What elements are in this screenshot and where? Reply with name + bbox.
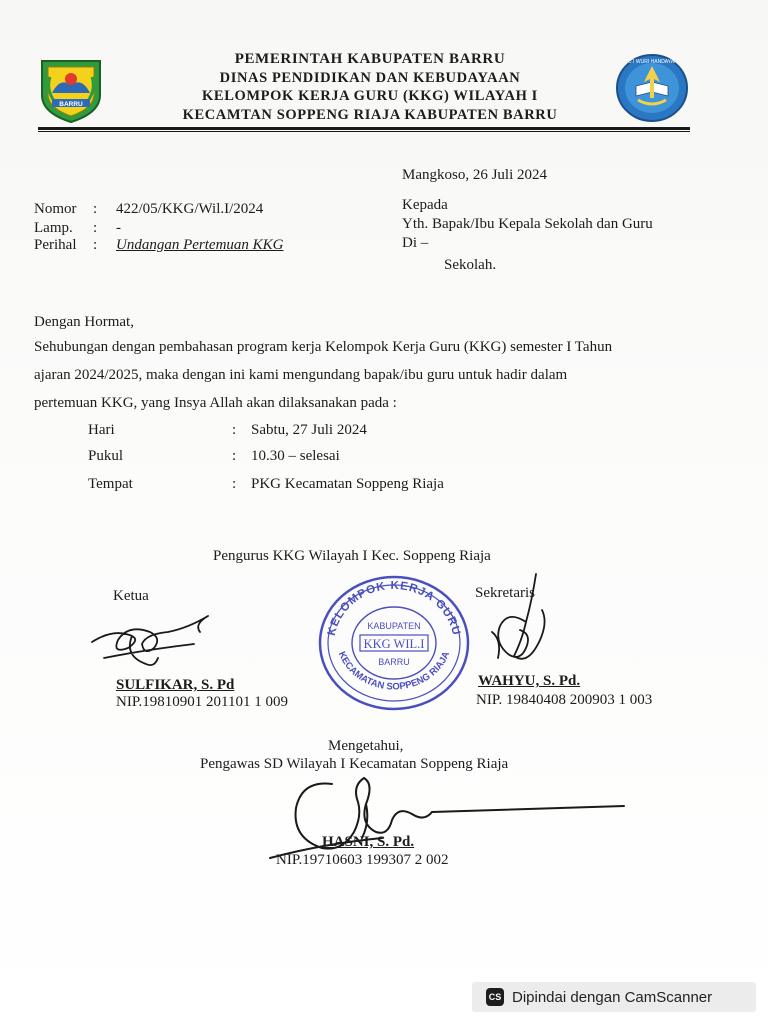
letterhead-line-2: DINAS PENDIDIKAN DAN KEBUDAYAAN xyxy=(219,69,521,86)
svg-text:KABUPATEN: KABUPATEN xyxy=(367,621,421,631)
tut-wuri-handayani-logo xyxy=(614,52,690,124)
camscanner-watermark xyxy=(472,982,756,1012)
perihal-label: Perihal xyxy=(34,237,77,253)
letterhead-line-1: PEMERINTAH KABUPATEN BARRU xyxy=(234,51,506,67)
recipient-place-2: Sekolah. xyxy=(444,257,497,273)
recipient: Yth. Bapak/Ibu Kepala Sekolah dan Guru xyxy=(402,216,653,232)
ketua-nip: NIP.19810901 201101 1 009 xyxy=(116,694,288,710)
camscanner-icon: CS xyxy=(486,988,504,1006)
ketua-name: SULFIKAR, S. Pd xyxy=(116,677,235,693)
hari-colon: : xyxy=(232,422,237,438)
body-line-2: ajaran 2024/2025, maka dengan ini kami mengundang bapak/ibu guru untuk hadir dalam xyxy=(34,367,568,383)
body-line-1: Sehubungan dengan pembahasan program kerja Kelompok Kerja Guru (KKG) semester I Tahun xyxy=(34,339,613,355)
greeting: Dengan Hormat, xyxy=(34,314,134,330)
pengawas-name: HASNI, S. Pd. xyxy=(322,834,415,850)
pukul-label: Pukul xyxy=(88,448,124,464)
sekretaris-name: WAHYU, S. Pd. xyxy=(478,673,581,689)
recipient-intro: Kepada xyxy=(402,197,448,213)
recipient-place: Di – xyxy=(402,235,429,251)
svg-text:BARRU: BARRU xyxy=(59,101,83,108)
letterhead-rule xyxy=(38,127,690,130)
pengawas-title: Pengawas SD Wilayah I Kecamatan Soppeng Riaja xyxy=(200,756,509,772)
ketua-signature xyxy=(84,602,224,676)
sekretaris-signature xyxy=(478,570,568,680)
lamp-colon: : xyxy=(93,220,98,236)
body-paragraph xyxy=(34,333,689,417)
kkg-official-stamp xyxy=(316,573,472,711)
letterhead-line-3: KELOMPOK KERJA GURU (KKG) WILAYAH I xyxy=(202,88,538,104)
svg-text:BARRU: BARRU xyxy=(378,657,410,667)
letterhead xyxy=(120,50,620,124)
tempat-label: Tempat xyxy=(88,476,133,492)
hari-label: Hari xyxy=(88,422,115,438)
perihal-value: Undangan Pertemuan KKG xyxy=(116,237,284,253)
pukul-value: 10.30 – selesai xyxy=(251,448,340,464)
tempat-value: PKG Kecamatan Soppeng Riaja xyxy=(251,476,444,492)
sekretaris-nip: NIP. 19840408 200903 1 003 xyxy=(476,692,653,708)
pukul-colon: : xyxy=(232,448,237,464)
letter-date: Mangkoso, 26 Juli 2024 xyxy=(402,167,548,183)
lamp-label: Lamp. xyxy=(34,220,73,236)
camscanner-text: Dipindai dengan CamScanner xyxy=(512,988,713,1006)
hari-value: Sabtu, 27 Juli 2024 xyxy=(251,422,367,438)
svg-text:TUT WURI HANDAYANI: TUT WURI HANDAYANI xyxy=(624,59,680,65)
nomor-value: 422/05/KKG/Wil.I/2024 xyxy=(116,201,264,217)
letterhead-rule-thin xyxy=(38,131,690,132)
barru-emblem-logo xyxy=(34,55,108,125)
acknowledged-label: Mengetahui, xyxy=(328,738,404,754)
nomor-colon: : xyxy=(93,201,98,217)
nomor-label: Nomor xyxy=(34,201,77,217)
pengawas-nip: NIP.19710603 199307 2 002 xyxy=(276,852,449,868)
lamp-value: - xyxy=(116,220,121,236)
svg-text:KELOMPOK KERJA GURU: KELOMPOK KERJA GURU xyxy=(325,579,463,638)
committee-title: Pengurus KKG Wilayah I Kec. Soppeng Riaja xyxy=(213,548,491,564)
svg-text:KKG WIL.I: KKG WIL.I xyxy=(363,637,425,651)
tempat-colon: : xyxy=(232,476,237,492)
sekretaris-title: Sekretaris xyxy=(475,585,535,601)
body-line-3: pertemuan KKG, yang Insya Allah akan dilaksanakan pada : xyxy=(34,395,397,411)
ketua-title: Ketua xyxy=(113,588,149,604)
letterhead-line-4: KECAMTAN SOPPENG RIAJA KABUPATEN BARRU xyxy=(182,106,558,123)
perihal-colon: : xyxy=(93,237,98,253)
svg-text:KECAMATAN SOPPENG RIAJA: KECAMATAN SOPPENG RIAJA xyxy=(335,649,453,693)
